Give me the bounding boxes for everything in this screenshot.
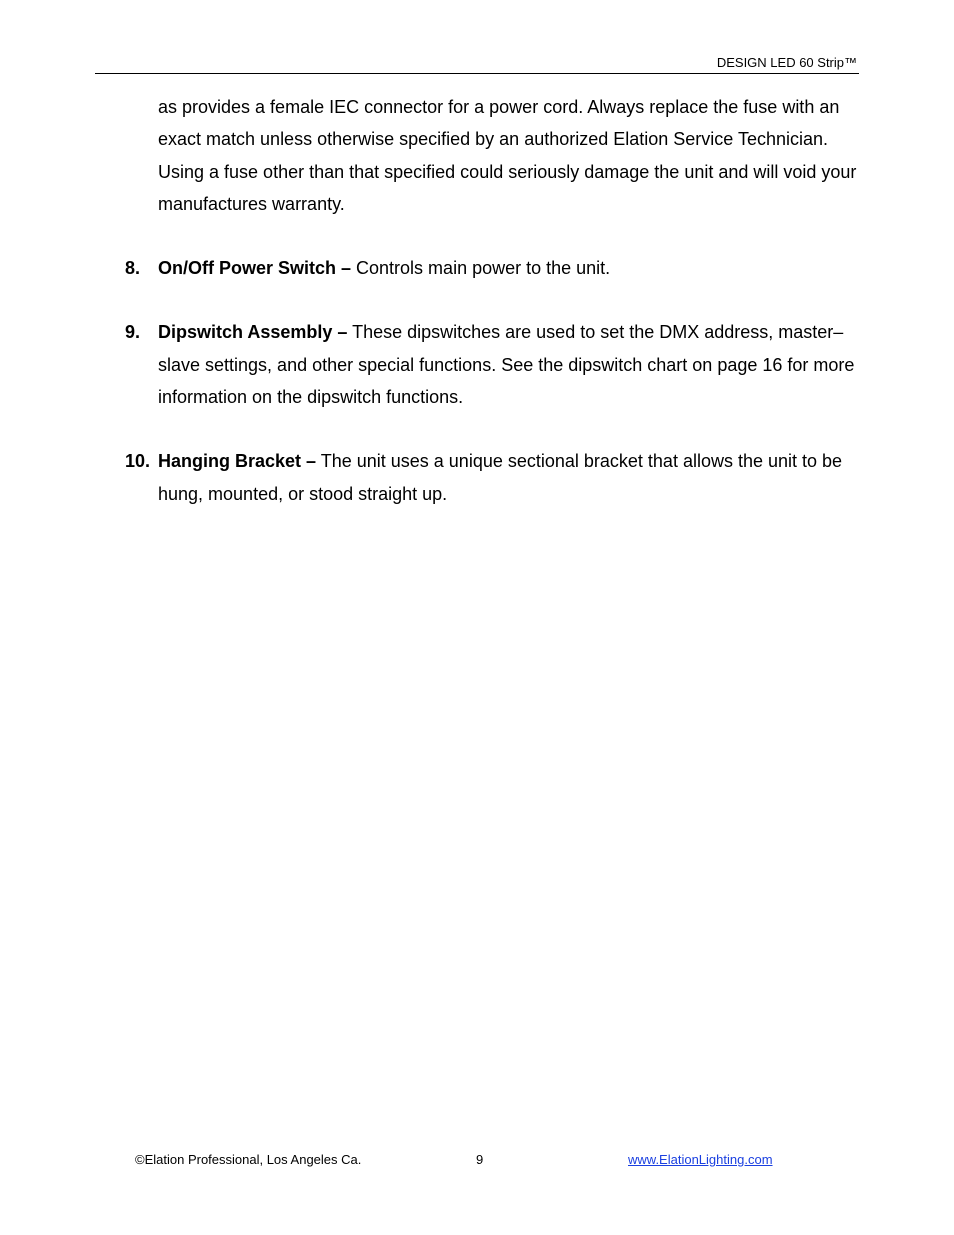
- header-divider: [95, 73, 859, 74]
- list-item-dipswitch-assembly: [125, 316, 858, 413]
- list-item-title: Hanging Bracket –: [158, 451, 317, 472]
- list-item-hanging-bracket: [125, 445, 858, 510]
- document-footer: [0, 1152, 954, 1170]
- list-item-title: Dipswitch Assembly –: [158, 322, 348, 343]
- list-item-text: These dipswitches are used to set the DMX address, master–slave settings, and other special functions. See the dipswitch chart on page 16 for more information on the dipswitch functions.: [158, 322, 855, 408]
- continued-paragraph: as provides a female IEC connector for a power cord. Always replace the fuse with an exact match unless otherwise specified by an authorized Elation Service Technician. Using a fuse other than that specified could seriously damage the unit and will void your manufactures warranty.: [158, 97, 857, 214]
- list-item-number: 10.: [125, 451, 151, 472]
- list-item-text: The unit uses a unique sectional bracket that allows the unit to be hung, mounted, or stood straight up.: [158, 451, 843, 504]
- list-item-number: 8.: [125, 258, 141, 279]
- page-number: 9: [476, 1152, 484, 1167]
- list-item-title: On/Off Power Switch –: [158, 258, 352, 279]
- list-item-text: Controls main power to the unit.: [351, 258, 611, 279]
- list-item-number: 9.: [125, 322, 141, 343]
- list-item-power-switch: [125, 252, 858, 284]
- document-body: [0, 91, 954, 542]
- document-header-title: DESIGN LED 60 Strip™: [716, 55, 857, 70]
- footer-copyright: ©Elation Professional, Los Angeles Ca.: [135, 1152, 362, 1167]
- website-link[interactable]: www.ElationLighting.com: [628, 1152, 773, 1167]
